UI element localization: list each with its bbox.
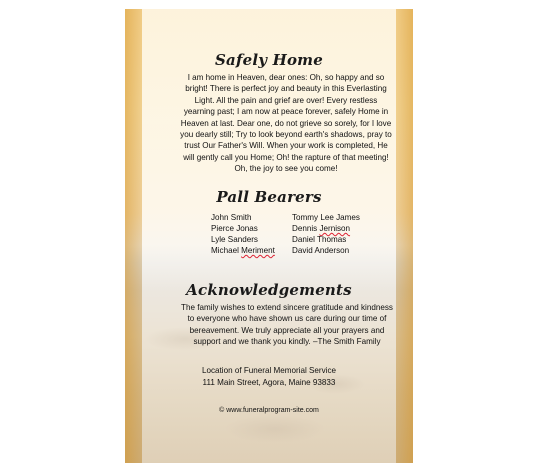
safely-home-heading: Safely Home <box>215 51 323 69</box>
pall-bearers-left-column <box>211 212 275 256</box>
poem-line: you dearly still; Try to look beyond earth's shadows, pray to <box>180 130 392 140</box>
poem-line: Light. All the pain and grief are over! Every restless <box>194 95 378 105</box>
spellcheck-underline: Jernison <box>319 224 351 233</box>
poem-line: Oh, the joy to see you come! <box>234 164 338 174</box>
location-address: 111 Main Street, Agora, Maine 93833 <box>202 378 336 387</box>
pall-bearer-name: Pierce Jonas <box>211 224 258 233</box>
acknowledgements-text <box>176 302 398 348</box>
pall-bearers-right-column <box>292 212 360 256</box>
acknowledgements-heading: Acknowledgements <box>186 281 352 299</box>
poem-line: will gently call you Home; Oh! the rapture of that meeting! <box>183 152 389 162</box>
pall-bearer-name: Lyle Sanders <box>211 235 258 244</box>
pall-bearer-name: Michael Meriment <box>211 246 275 255</box>
text-panel <box>142 9 396 463</box>
poem-line: bright! There is perfect joy and beauty in this Everlasting <box>185 84 387 94</box>
acknowledgement-line: The family wishes to extend sincere gratitude and kindness <box>181 303 393 312</box>
pall-bearer-name: David Anderson <box>292 246 350 255</box>
location-label: Location of Funeral Memorial Service <box>201 366 337 375</box>
left-gold-border <box>125 9 142 463</box>
acknowledgement-line: bereavement. We truly appreciate all your prayers and <box>189 325 385 335</box>
pall-bearer-name: Daniel Thomas <box>292 235 347 244</box>
service-location <box>142 365 396 389</box>
website-credit: © www.funeralprogram-site.com <box>219 407 319 414</box>
poem-line: trust Our Father's Will. When your work is completed, He <box>184 141 388 151</box>
safely-home-poem <box>177 72 395 175</box>
acknowledgement-line: to everyone who have shown us care during our time of <box>187 314 387 324</box>
right-gold-border <box>396 9 413 463</box>
poem-line: Heaven at last. Dear one, do not grieve so sorely, for I love <box>180 118 392 128</box>
pall-bearer-name: John Smith <box>211 213 252 222</box>
poem-line: yearning past; I am now at peace forever, safely Home in <box>183 107 389 117</box>
spellcheck-underline: Meriment <box>241 246 275 255</box>
poem-line: I am home in Heaven, dear ones: Oh, so happy and so <box>187 73 385 82</box>
acknowledgement-line: support and we thank you kindly. –The Smith Family <box>193 337 381 347</box>
program-page <box>125 9 413 463</box>
pall-bearer-name: Tommy Lee James <box>292 213 360 222</box>
pall-bearers-heading: Pall Bearers <box>216 188 322 206</box>
pall-bearer-name: Dennis Jernison <box>292 224 351 233</box>
